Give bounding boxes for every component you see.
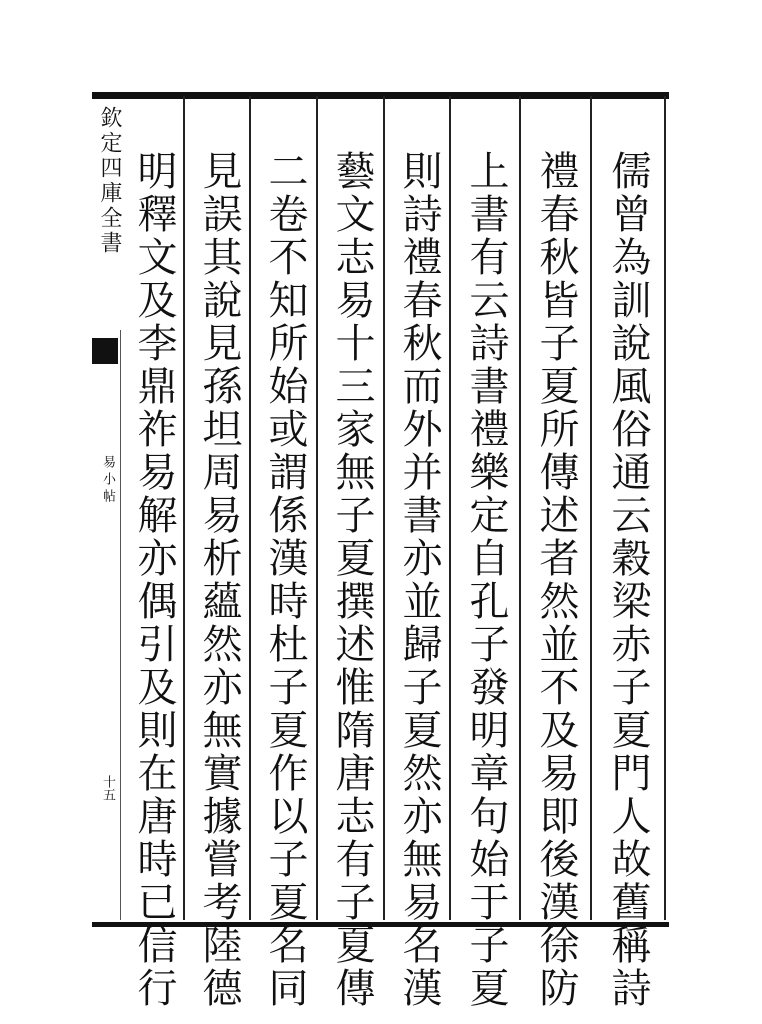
text-column-1: 儒曾為訓說風俗通云穀梁赤子夏門人故舊稱詩: [605, 150, 651, 1010]
column-rule: [664, 96, 666, 920]
book-subtitle: 易小帖: [100, 455, 115, 506]
text-column-6: 二卷不知所始或謂係漢時杜子夏作以子夏名同: [262, 150, 308, 1010]
column-rule: [519, 96, 521, 920]
column-rule: [383, 96, 385, 920]
text-column-5: 藝文志易十三家無子夏撰述惟隋唐志有子夏傳: [329, 150, 375, 1010]
text-column-7: 見誤其說見孫坦周易析蘊然亦無實據嘗考陸德: [196, 150, 242, 1010]
text-column-4: 則詩禮春秋而外并書亦並歸子夏然亦無易名漢: [396, 150, 442, 1010]
book-title: 欽定四庫全書: [97, 106, 122, 256]
fish-tail-mark: [92, 338, 118, 364]
margin-rule: [120, 330, 121, 920]
text-column-2: 禮春秋皆子夏所傳述者然並不及易即後漢徐防: [533, 150, 579, 1010]
column-rule: [249, 96, 251, 920]
page-number: 十五: [100, 775, 115, 801]
text-column-8: 明釋文及李鼎祚易解亦偶引及則在唐時已信行: [131, 150, 177, 1010]
column-rule: [316, 96, 318, 920]
column-rule: [590, 96, 592, 920]
text-column-3: 上書有云詩書禮樂定自孔子發明章句始于子夏: [463, 150, 509, 1010]
column-rule: [449, 96, 451, 920]
